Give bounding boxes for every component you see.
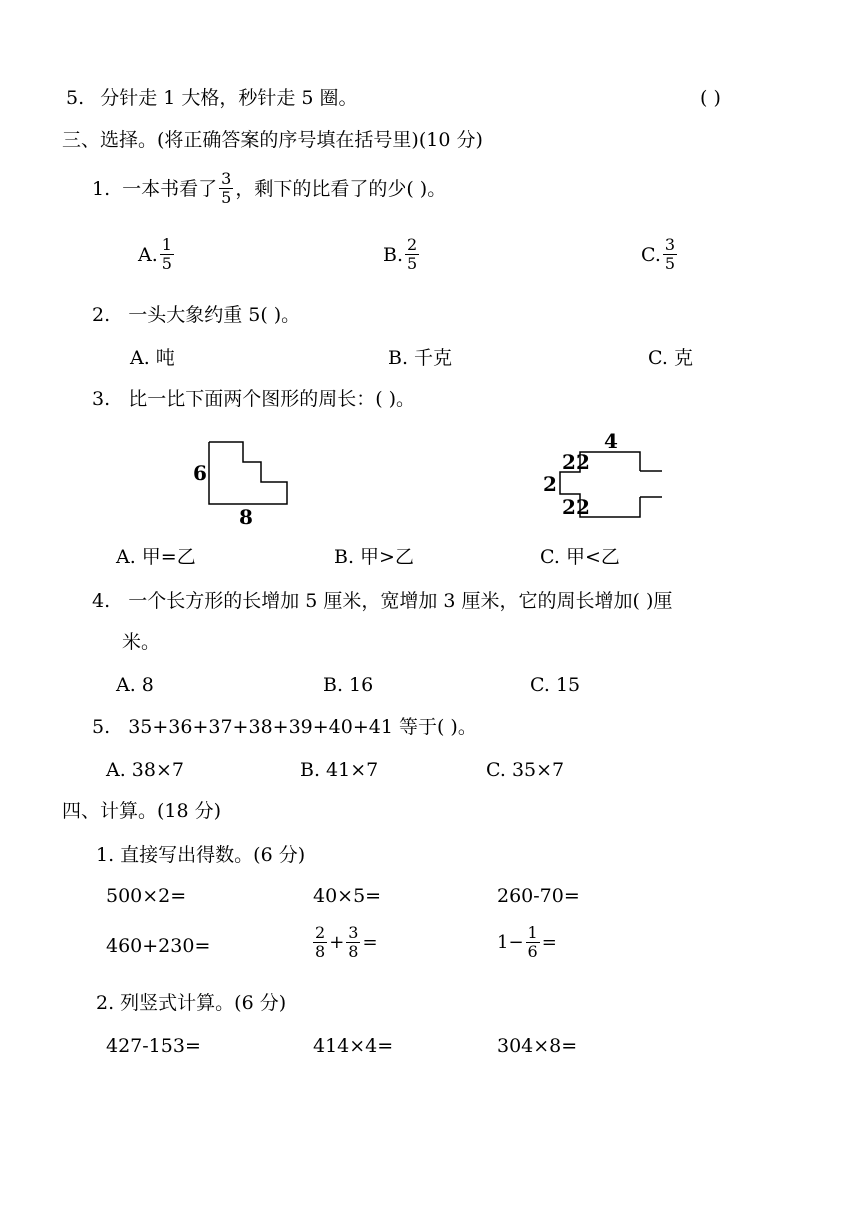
fraction [346, 924, 360, 961]
option-c[interactable] [641, 236, 679, 273]
option-label: B. [383, 243, 404, 266]
fraction-denominator: 6 [527, 942, 538, 961]
fraction-numerator: 3 [348, 923, 359, 942]
option-c[interactable]: C. 15 [530, 674, 581, 696]
figure-label-lower-a: 2 [562, 495, 576, 519]
figure-label-top: 4 [604, 430, 618, 453]
figure-label-height: 6 [193, 461, 207, 485]
fraction-denominator: 8 [315, 942, 326, 961]
option-a[interactable] [138, 236, 176, 273]
subsection-title-vertical: 2. 列竖式计算。(6 分) [96, 992, 287, 1014]
question-2 [92, 303, 300, 327]
question-text[interactable]: 35+36+37+38+39+40+41 等于( )。 [128, 716, 477, 738]
fraction-numerator: 2 [315, 923, 326, 942]
option-label: A. [138, 243, 158, 266]
calc-item[interactable]: 500×2= [106, 885, 187, 907]
fraction-numerator: 1 [527, 923, 538, 942]
section-heading-choice: 三、选择。(将正确答案的序号填在括号里)(10 分) [62, 129, 483, 151]
option-a[interactable]: A. 8 [116, 674, 154, 696]
figure-stair-shape [185, 430, 305, 530]
figure-cross-shape [540, 430, 670, 530]
option-b[interactable]: B. 千克 [388, 347, 453, 369]
fraction [526, 924, 540, 961]
question-3 [92, 387, 415, 411]
fraction-denominator: 5 [407, 254, 418, 273]
option-b[interactable]: B. 41×7 [300, 759, 379, 781]
fraction-denominator: 5 [664, 254, 676, 273]
figure-label-left: 2 [543, 472, 557, 496]
option-c[interactable]: C. 甲<乙 [540, 546, 620, 568]
calc-item[interactable]: 40×5= [313, 885, 382, 907]
question-text[interactable]: 一头大象约重 5( )。 [128, 304, 301, 326]
question-5 [92, 715, 477, 739]
option-fraction [405, 236, 419, 273]
item-text: 分针走 1 大格，秒针走 5 圈。 [100, 87, 358, 109]
fraction [313, 924, 327, 961]
option-b[interactable]: B. 甲>乙 [334, 546, 414, 568]
calc-item[interactable]: 460+230= [106, 935, 211, 957]
question-text[interactable]: 一个长方形的长增加 5 厘米，宽增加 3 厘米，它的周长增加( )厘 [128, 590, 673, 612]
section-heading-calculation: 四、计算。(18 分) [62, 800, 222, 822]
question-number: 5. [92, 716, 111, 738]
question-number: 3. [92, 388, 111, 410]
question-number: 2. [92, 304, 111, 326]
question-4 [92, 589, 672, 613]
fraction-numerator: 1 [161, 235, 172, 254]
minuend: 1− [497, 932, 524, 953]
calc-item-fraction-sum[interactable] [311, 924, 378, 961]
option-fraction [663, 236, 677, 273]
subsection-title-direct: 1. 直接写出得数。(6 分) [96, 844, 306, 866]
option-b[interactable] [383, 236, 421, 273]
equals-sign: = [541, 932, 557, 953]
option-a[interactable]: A. 38×7 [106, 759, 184, 781]
equals-sign: = [362, 932, 378, 953]
figure-label-upper-a: 2 [562, 450, 576, 474]
option-label: C. [641, 243, 661, 266]
calc-item[interactable]: 304×8= [497, 1035, 578, 1057]
option-fraction [160, 236, 174, 273]
question-text-after[interactable]: ，剩下的比看了的少( )。 [235, 177, 447, 200]
operator: + [329, 932, 345, 953]
fraction-numerator: 3 [221, 169, 232, 188]
fraction-denominator: 5 [161, 254, 172, 273]
question-text[interactable]: 比一比下面两个图形的周长：( )。 [128, 388, 416, 410]
judgement-item-5 [66, 86, 358, 110]
option-c[interactable]: C. 35×7 [486, 759, 565, 781]
question-1 [92, 170, 446, 207]
calc-item-fraction-diff[interactable] [497, 924, 557, 961]
answer-paren[interactable]: ( ) [700, 87, 721, 109]
fraction-numerator: 2 [407, 235, 418, 254]
question-text-continued: 米。 [122, 631, 161, 653]
fraction [219, 170, 233, 207]
option-b[interactable]: B. 16 [323, 674, 374, 696]
option-c[interactable]: C. 克 [648, 347, 693, 369]
figure-label-lower-b: 2 [576, 495, 590, 519]
fraction-denominator: 8 [348, 942, 359, 961]
calc-item[interactable]: 260-70= [497, 885, 580, 907]
item-number: 5. [66, 87, 85, 109]
calc-item[interactable]: 414×4= [313, 1035, 394, 1057]
fraction-numerator: 3 [664, 235, 676, 254]
option-a[interactable]: A. 甲=乙 [116, 546, 196, 568]
question-number: 1. [92, 177, 111, 200]
fraction-denominator: 5 [221, 188, 232, 207]
option-a[interactable]: A. 吨 [130, 347, 175, 369]
calc-item[interactable]: 427-153= [106, 1035, 201, 1057]
question-number: 4. [92, 590, 111, 612]
figure-label-width: 8 [239, 505, 253, 529]
figure-label-upper-b: 2 [576, 450, 590, 474]
question-text-before: 一本书看了 [122, 177, 218, 200]
